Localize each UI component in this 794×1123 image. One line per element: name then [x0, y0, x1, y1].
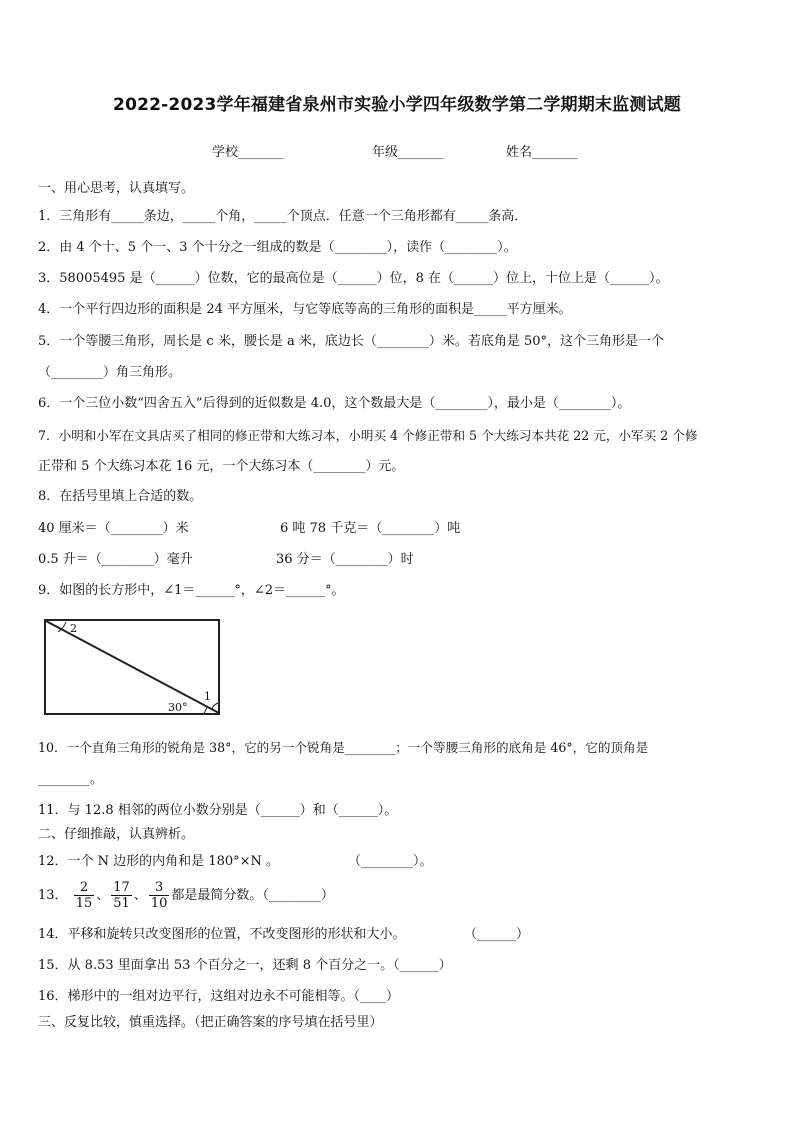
question-13-suffix: 都是最简分数。（________）	[171, 888, 334, 903]
question-12-blank: （________）。	[348, 854, 433, 869]
question-9: 9．如图的长方形中，∠1＝______°，∠2＝______°。	[38, 583, 345, 598]
question-2: 2．由 4 个十、5 个一、3 个十分之一组成的数是（________），读作（________）。	[38, 240, 517, 255]
section-2-heading: 二、仔细推敲，认真辨析。	[38, 827, 195, 842]
fraction-denominator: 10	[150, 896, 168, 911]
angle-1-label: 1	[204, 690, 211, 703]
question-14-blank: （______）	[464, 927, 530, 942]
question-3: 3．58005495 是（______）位数，它的最高位是（______）位，8 在（______）位上，十位上是（______）。	[38, 271, 669, 286]
rectangle-figure	[44, 618, 222, 716]
question-10-line-1: 10．一个直角三角形的锐角是 38°，它的另一个锐角是________；一个等腰三角形的底角是 46°，它的顶角是	[38, 740, 649, 755]
angle-2-label: 2	[70, 622, 77, 635]
question-10-line-2: ________。	[38, 772, 104, 787]
question-14: 14．平移和旋转只改变图形的位置，不改变图形的形状和大小。	[38, 927, 406, 942]
question-13-prefix: 13．	[38, 888, 68, 903]
fraction-denominator: 51	[113, 896, 130, 911]
question-8-item-2: 6 吨 78 千克＝（________）吨	[280, 521, 461, 536]
grade-field: 年级_______	[372, 145, 444, 160]
fraction-separator: 、	[96, 888, 110, 903]
fraction-17-51	[111, 880, 132, 911]
fraction-separator: 、	[133, 888, 147, 903]
school-field: 学校_______	[212, 145, 284, 160]
section-1-heading: 一、用心思考，认真填写。	[38, 181, 195, 196]
fraction-numerator: 17	[113, 880, 130, 895]
fraction-numerator: 2	[74, 880, 95, 896]
question-8-item-3: 0.5 升＝（________）毫升	[38, 552, 193, 567]
question-11: 11．与 12.8 相邻的两位小数分别是（______）和（______）。	[38, 803, 398, 818]
question-12: 12．一个 N 边形的内角和是 180°×N 。	[38, 854, 280, 869]
question-5-line-2: （________）角三角形。	[38, 365, 182, 380]
fraction-2-15	[74, 880, 95, 911]
question-15: 15．从 8.53 里面拿出 53 个百分之一，还剩 8 个百分之一。（______）	[38, 958, 452, 973]
question-8: 8．在括号里填上合适的数。	[38, 489, 203, 504]
question-5-line-1: 5．一个等腰三角形，周长是 c 米，腰长是 a 米，底边长（________）米。若底角是 50°，这个三角形是一个	[38, 334, 665, 349]
fraction-3-10	[149, 880, 170, 911]
angle-30-arc	[204, 706, 207, 713]
question-7-line-2: 正带和 5 个大练习本花 16 元，一个大练习本（________）元。	[38, 459, 405, 474]
question-6: 6．一个三位小数“四舍五入”后得到的近似数是 4.0，这个数最大是（________），最小是（________）。	[38, 396, 631, 411]
page-title: 2022-2023学年福建省泉州市实验小学四年级数学第二学期期末监测试题	[113, 95, 681, 115]
question-16: 16．梯形中的一组对边平行，这组对边永不可能相等。（____）	[38, 989, 400, 1004]
angle-30-label: 30°	[168, 701, 188, 714]
fraction-denominator: 15	[75, 896, 93, 911]
question-8-item-4: 36 分＝（________）时	[276, 552, 414, 567]
question-13	[38, 876, 334, 916]
fraction-numerator: 3	[149, 880, 170, 896]
question-4: 4．一个平行四边形的面积是 24 平方厘米，与它等底等高的三角形的面积是_____平方厘米。	[38, 302, 572, 317]
section-3-heading: 三、反复比较，慎重选择。（把正确答案的序号填在括号里）	[38, 1015, 383, 1030]
question-7-line-1: 7．小明和小军在文具店买了相同的修正带和大练习本，小明买 4 个修正带和 5 个大练习本共花 22 元，小军买 2 个修	[38, 428, 698, 443]
name-field: 姓名_______	[506, 145, 578, 160]
question-8-item-1: 40 厘米＝（________）米	[38, 521, 189, 536]
question-1: 1．三角形有_____条边，_____个角，_____个顶点．任意一个三角形都有_____条高．	[38, 209, 528, 224]
